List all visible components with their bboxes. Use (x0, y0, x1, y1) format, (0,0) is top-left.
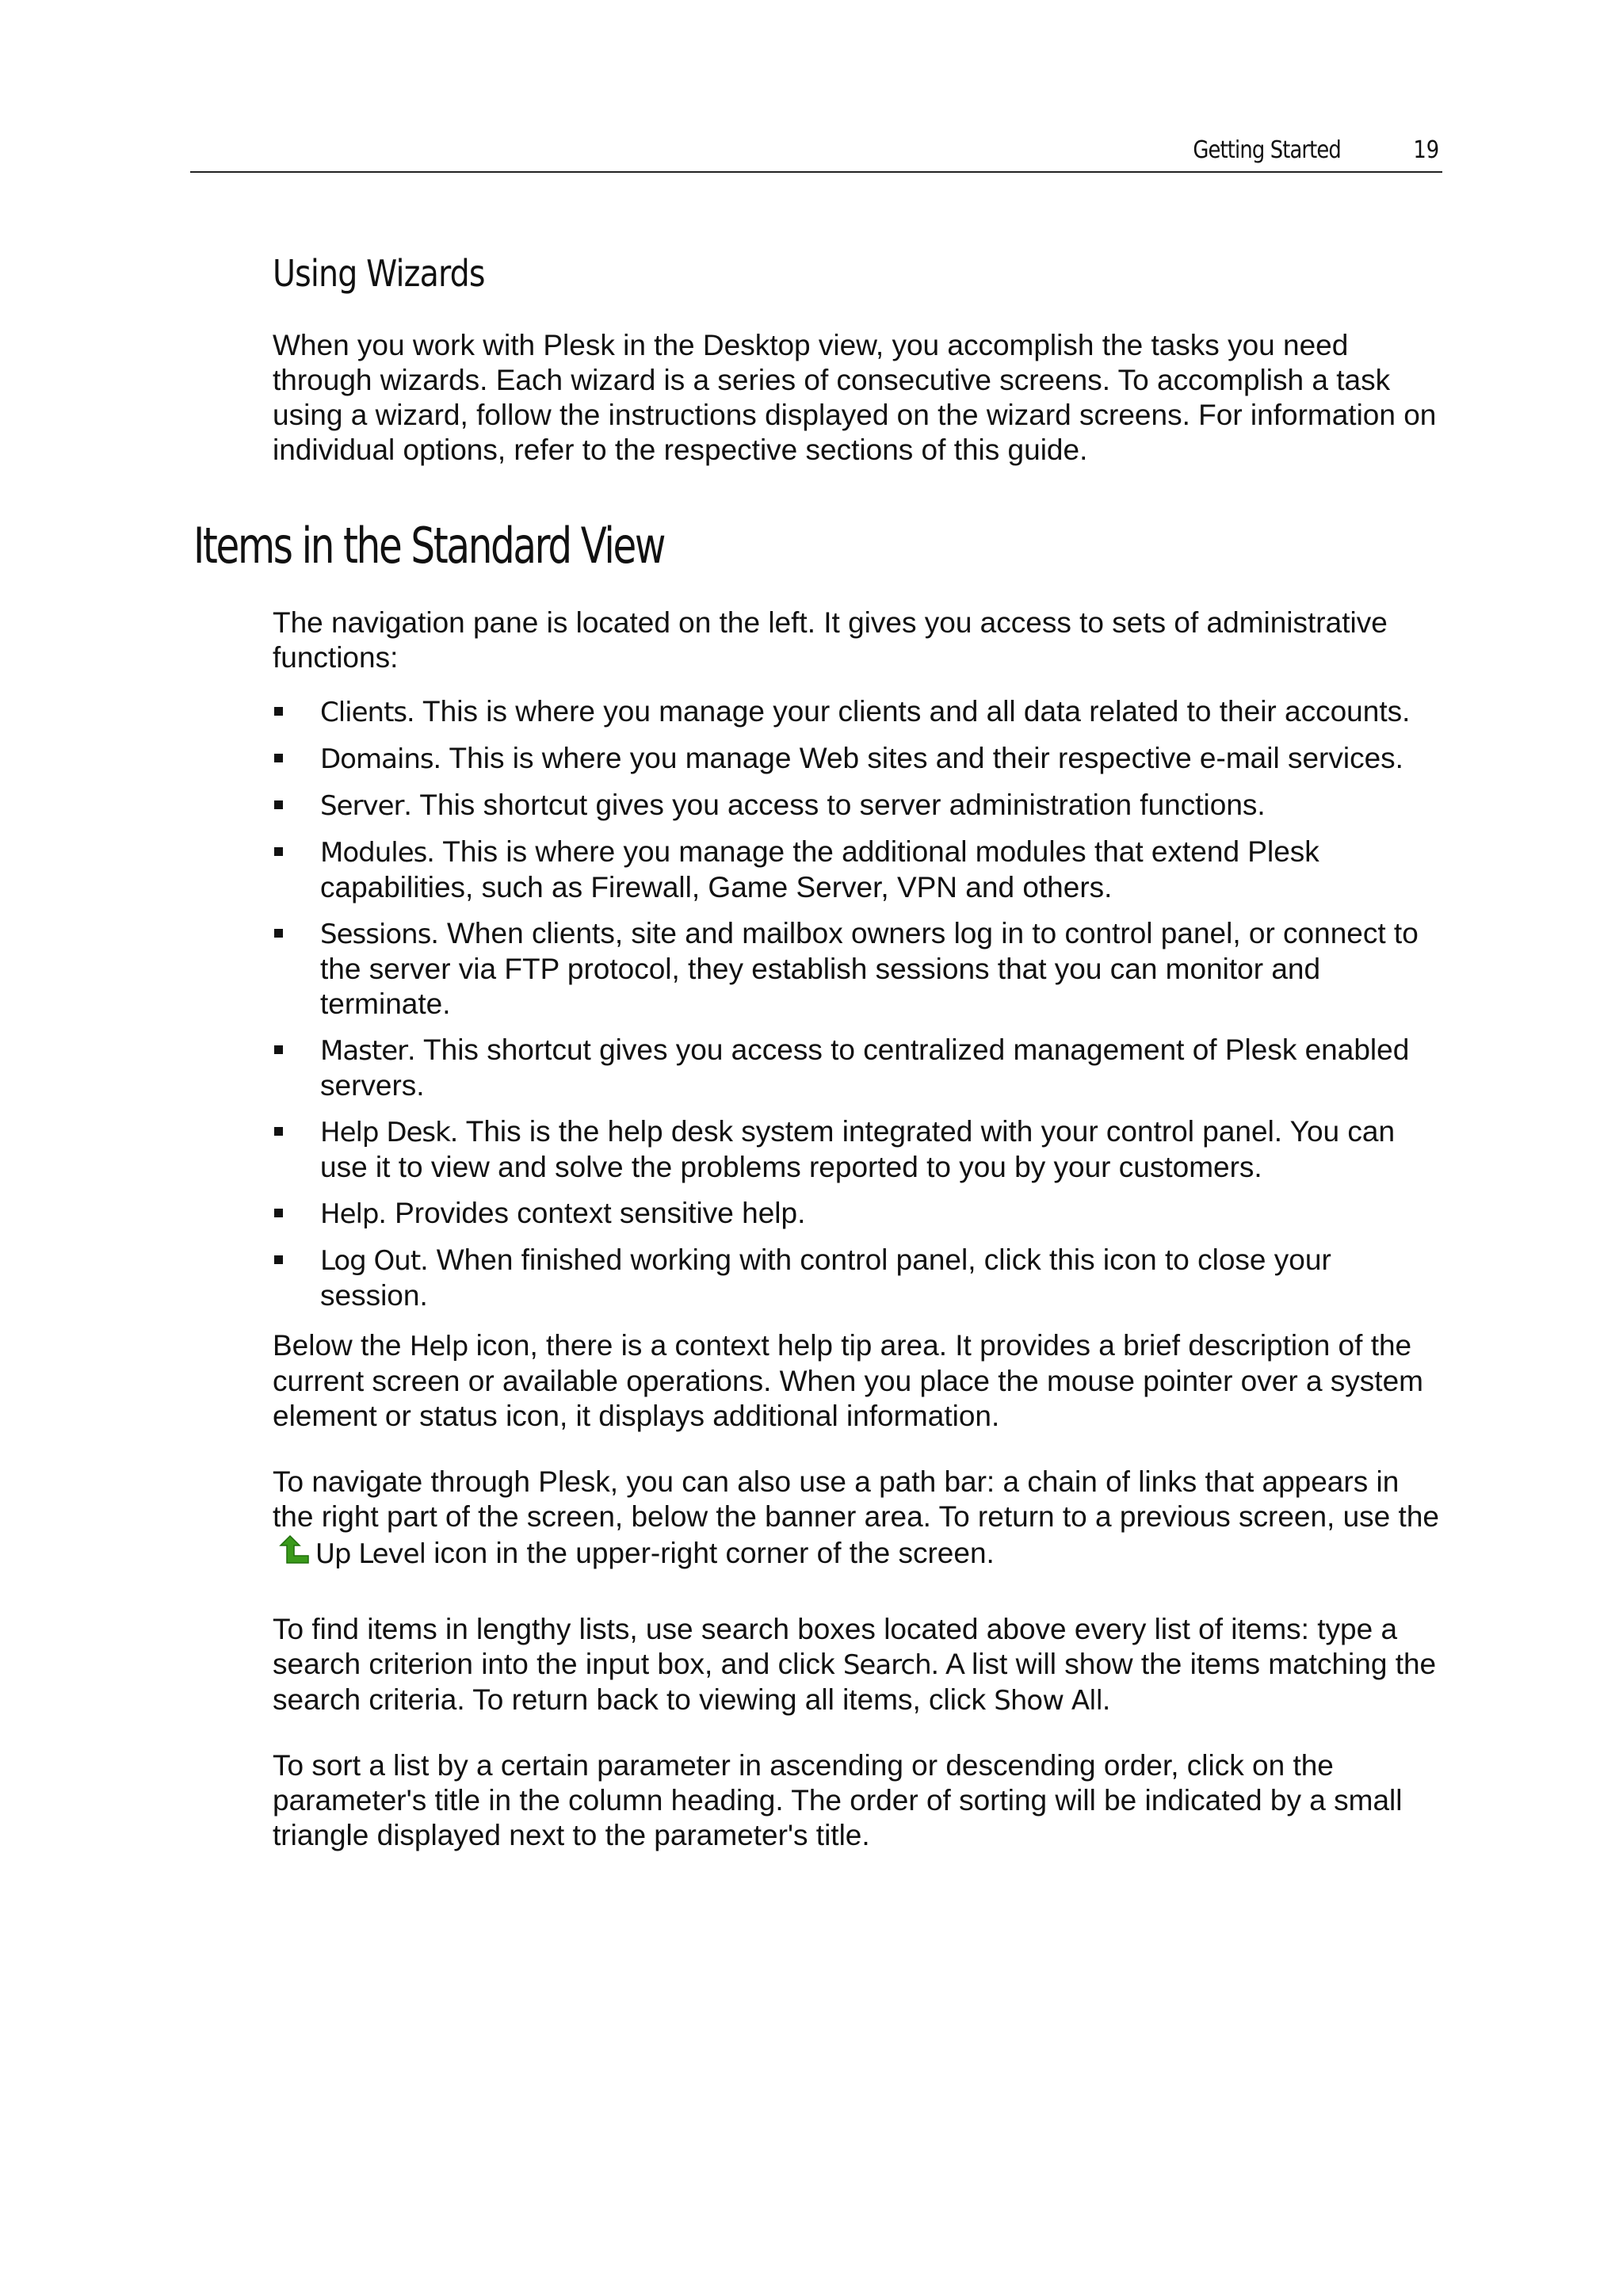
list-item (273, 1243, 1445, 1313)
item-text: . When clients, site and mailbox owners log in to control panel, or connect to the server via FTP protocol, they establish sessions that you can monitor and terminate. (320, 917, 1419, 1020)
up-level-term: Up Level (315, 1538, 426, 1570)
bullet (274, 1127, 283, 1136)
search-para-text-middle: . A list will show the items matching the search criteria. To return back to viewing all items, click (273, 1648, 1437, 1716)
search-term: Search (842, 1649, 931, 1681)
item-term-master: Master (320, 1035, 408, 1067)
item-term-log-out: Log Out (320, 1245, 421, 1277)
navigation-intro-paragraph: The navigation pane is located on the left. It gives you access to sets of administrative functions: (273, 606, 1388, 674)
item-term-server: Server (320, 790, 404, 822)
item-term-sessions: Sessions (320, 919, 431, 950)
item-term-modules: Modules (320, 837, 427, 869)
show-all-term: Show All (994, 1685, 1102, 1717)
page-header (190, 133, 1442, 173)
search-paragraph (273, 1612, 1445, 1718)
help-term: Help (409, 1331, 468, 1362)
wizards-paragraph: When you work with Plesk in the Desktop view, you accomplish the tasks you need through wizards. Each wizard is a series of consecutive screens. To accomplish a task using a wizard, follow the instructions displayed on the wizard screens. For information on individual options, refer to the respective sections of this guide. (273, 329, 1437, 466)
item-text: . This is where you manage your clients and all data related to their accounts. (407, 695, 1411, 728)
list-item (273, 916, 1445, 1022)
item-term-domains: Domains (320, 743, 433, 775)
sort-paragraph: To sort a list by a certain parameter in ascending or descending order, click on the parameter's title in the column heading. The order of sorting will be indicated by a small triangle displayed next to the parameter's title. (273, 1749, 1403, 1851)
bullet (274, 754, 283, 762)
list-item (273, 1114, 1445, 1185)
list-item (273, 788, 1445, 823)
bullet (274, 929, 283, 938)
list-item (273, 741, 1445, 777)
item-term-help: Help (320, 1198, 379, 1230)
bullet (274, 1209, 283, 1217)
item-term-clients: Clients (320, 697, 407, 728)
item-text: . This is where you manage Web sites and their respective e-mail services. (433, 742, 1403, 774)
item-text: . This shortcut gives you access to server administration functions. (403, 789, 1266, 821)
bullet (274, 800, 283, 809)
up-level-arrow-icon (279, 1534, 311, 1566)
nav-para-text-after: icon in the upper-right corner of the screen. (426, 1537, 995, 1569)
bullet (274, 707, 283, 716)
bullet (274, 1255, 283, 1264)
heading-items-standard-view: Items in the Standard View (193, 517, 665, 575)
header-section-title: Getting Started (1193, 136, 1341, 164)
heading-using-wizards: Using Wizards (273, 252, 485, 295)
item-text: . This is the help desk system integrated with your control panel. You can use it to view and solve the problems reported to you by your customers. (320, 1115, 1396, 1183)
search-para-text-before: To find items in lengthy lists, use search boxes located above every list of items: type a search criterion into the input box, and click (273, 1613, 1398, 1680)
help-tip-paragraph (273, 1328, 1445, 1434)
list-item (273, 694, 1445, 730)
help-para-text-after: icon, there is a context help tip area. It provides a brief description of the current screen or available operations. When you place the mouse pointer over a system element or status icon, it displays additional information. (273, 1329, 1423, 1432)
item-term-help-desk: Help Desk (320, 1117, 450, 1148)
search-para-text-after: . (1102, 1683, 1111, 1716)
navigation-path-paragraph (273, 1465, 1445, 1572)
list-item (273, 1196, 1445, 1232)
help-para-text-before: Below the (273, 1329, 410, 1362)
list-item (273, 835, 1445, 905)
item-text: . This shortcut gives you access to centralized management of Plesk enabled servers. (320, 1033, 1410, 1102)
item-text: . When finished working with control panel, click this icon to close your session. (320, 1244, 1331, 1312)
bullet (274, 847, 283, 856)
navigation-items-list (273, 694, 1445, 1324)
nav-para-text-before: To navigate through Plesk, you can also use a path bar: a chain of links that appears in the right part of the screen, below the banner area. To return to a previous screen, use the (273, 1465, 1439, 1533)
item-text: . This is where you manage the additional modules that extend Plesk capabilities, such as Firewall, Game Server, VPN and others. (320, 835, 1319, 904)
header-page-number: 19 (1413, 136, 1439, 164)
bullet (274, 1045, 283, 1054)
list-item (273, 1033, 1445, 1103)
item-text: . Provides context sensitive help. (378, 1197, 806, 1229)
